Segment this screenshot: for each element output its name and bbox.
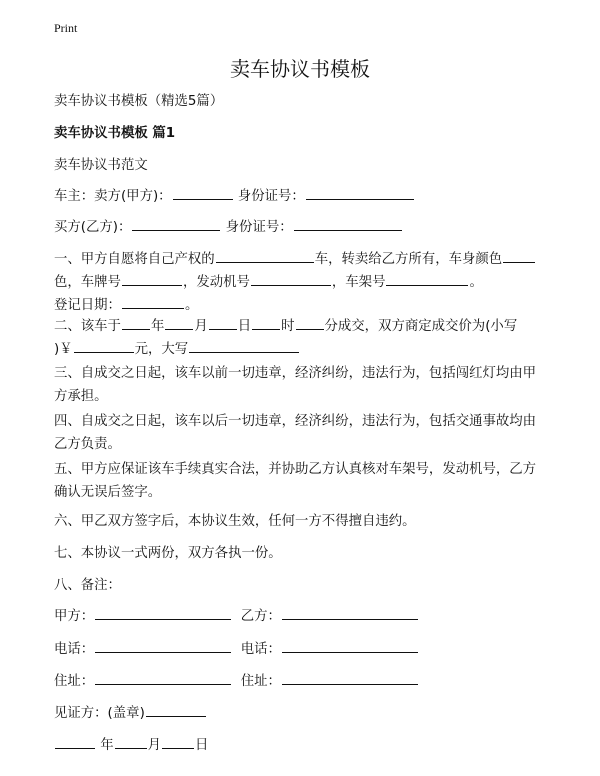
clause-5-line-1: 五、甲方应保证该车手续真实合法，并协助乙方认真核对车架号，发动机号，乙方: [54, 462, 537, 477]
clause-1-text-h: 。: [184, 298, 199, 313]
witness-blank[interactable]: [146, 702, 206, 717]
section-heading: 卖车协议书模板 篇1: [54, 126, 176, 141]
hour-blank[interactable]: [252, 315, 280, 330]
clause-2-text-e: 时: [281, 319, 295, 334]
date-year-label: 年: [100, 738, 114, 753]
clause-1-text-f: 。: [469, 275, 483, 290]
seller-label: 车主：卖方(甲方)：: [54, 189, 172, 204]
date-day-label: 日: [195, 738, 209, 753]
party-b-blank[interactable]: [282, 605, 418, 620]
clause-3: [54, 362, 554, 408]
date-year-blank[interactable]: [55, 734, 95, 749]
party-a-blank[interactable]: [95, 605, 231, 620]
clause-2-text-f: 分成交，双方商定成交价为(小写: [324, 319, 518, 334]
signature-row: [54, 605, 554, 628]
party-a-address-label: 住址：: [54, 674, 95, 689]
price-number-blank[interactable]: [74, 338, 134, 353]
date-row: [54, 734, 554, 757]
print-label[interactable]: Print: [54, 21, 78, 35]
party-b-address-blank[interactable]: [282, 670, 418, 685]
subtitle: 卖车协议书模板（精选5篇）: [54, 94, 224, 109]
party-b-label: 乙方：: [240, 609, 281, 624]
clause-2-text-d: 日: [237, 319, 252, 334]
clause-3-line-1: 三、自成交之日起，该车以前一切违章，经济纠纷，违法行为，包括闯红灯均由甲: [54, 366, 537, 381]
date-month-blank[interactable]: [115, 734, 147, 749]
page-title: 卖车协议书模板: [230, 57, 370, 81]
phone-row: [54, 638, 554, 661]
address-row: [54, 670, 554, 693]
plate-number-blank[interactable]: [122, 271, 182, 286]
clause-4: [54, 410, 554, 456]
clause-2-text-h: 元，大写: [134, 342, 189, 357]
buyer-line: [54, 216, 554, 239]
year-blank[interactable]: [122, 315, 150, 330]
sample-title: 卖车协议书范文: [54, 158, 148, 173]
clause-1-text-e: ，车架号: [331, 275, 386, 290]
party-a-label: 甲方：: [54, 609, 95, 624]
buyer-name-blank[interactable]: [132, 216, 220, 231]
day-blank[interactable]: [209, 315, 237, 330]
clause-5-line-2: 确认无误后签字。: [54, 485, 162, 500]
clause-1-text-c: 色，车牌号: [54, 275, 121, 290]
clause-1-text-b: 车，转卖给乙方所有，车身颜色: [314, 252, 503, 267]
witness-label: 见证方：(盖章): [54, 706, 145, 721]
clause-2: [54, 315, 554, 361]
registration-date-blank[interactable]: [122, 294, 184, 309]
clause-1-text-g: 登记日期：: [54, 298, 121, 313]
clause-7: 七、本协议一式两份，双方各执一份。: [54, 546, 282, 561]
color-blank[interactable]: [503, 248, 535, 263]
party-a-phone-label: 电话：: [54, 642, 95, 657]
buyer-id-label: 身份证号：: [225, 220, 293, 235]
clause-2-text-g: )￥: [54, 342, 73, 357]
clause-8: 八、备注：: [54, 578, 121, 593]
engine-number-blank[interactable]: [251, 271, 331, 286]
clause-1: [54, 248, 554, 317]
clause-2-text-c: 月: [194, 319, 208, 334]
party-a-phone-blank[interactable]: [95, 638, 231, 653]
party-a-address-blank[interactable]: [95, 670, 231, 685]
minute-blank[interactable]: [296, 315, 324, 330]
date-day-blank[interactable]: [162, 734, 194, 749]
date-month-label: 月: [147, 738, 162, 753]
party-b-phone-blank[interactable]: [282, 638, 418, 653]
seller-id-blank[interactable]: [306, 185, 414, 200]
frame-number-blank[interactable]: [386, 271, 468, 286]
clause-5: [54, 458, 554, 504]
clause-1-text-d: ，发动机号: [182, 275, 250, 290]
clause-2-text-b: 年: [150, 319, 165, 334]
witness-row: [54, 702, 554, 725]
seller-name-blank[interactable]: [173, 185, 233, 200]
seller-line: [54, 185, 554, 208]
clause-2-text-a: 二、该车于: [54, 319, 121, 334]
clause-6: 六、甲乙双方签字后，本协议生效，任何一方不得擅自违约。: [54, 514, 416, 529]
buyer-label: 买方(乙方)：: [54, 220, 132, 235]
price-words-blank[interactable]: [189, 338, 299, 353]
buyer-id-blank[interactable]: [294, 216, 402, 231]
clause-1-text-a: 一、甲方自愿将自己产权的: [54, 252, 215, 267]
seller-id-label: 身份证号：: [237, 189, 305, 204]
party-b-phone-label: 电话：: [240, 642, 281, 657]
clause-4-line-2: 乙方负责。: [54, 437, 121, 452]
clause-3-line-2: 方承担。: [54, 389, 108, 404]
clause-4-line-1: 四、自成交之日起，该车以后一切违章，经济纠纷，违法行为，包括交通事故均由: [54, 414, 537, 429]
party-b-address-label: 住址：: [240, 674, 281, 689]
month-blank[interactable]: [165, 315, 193, 330]
vehicle-model-blank[interactable]: [216, 248, 314, 263]
